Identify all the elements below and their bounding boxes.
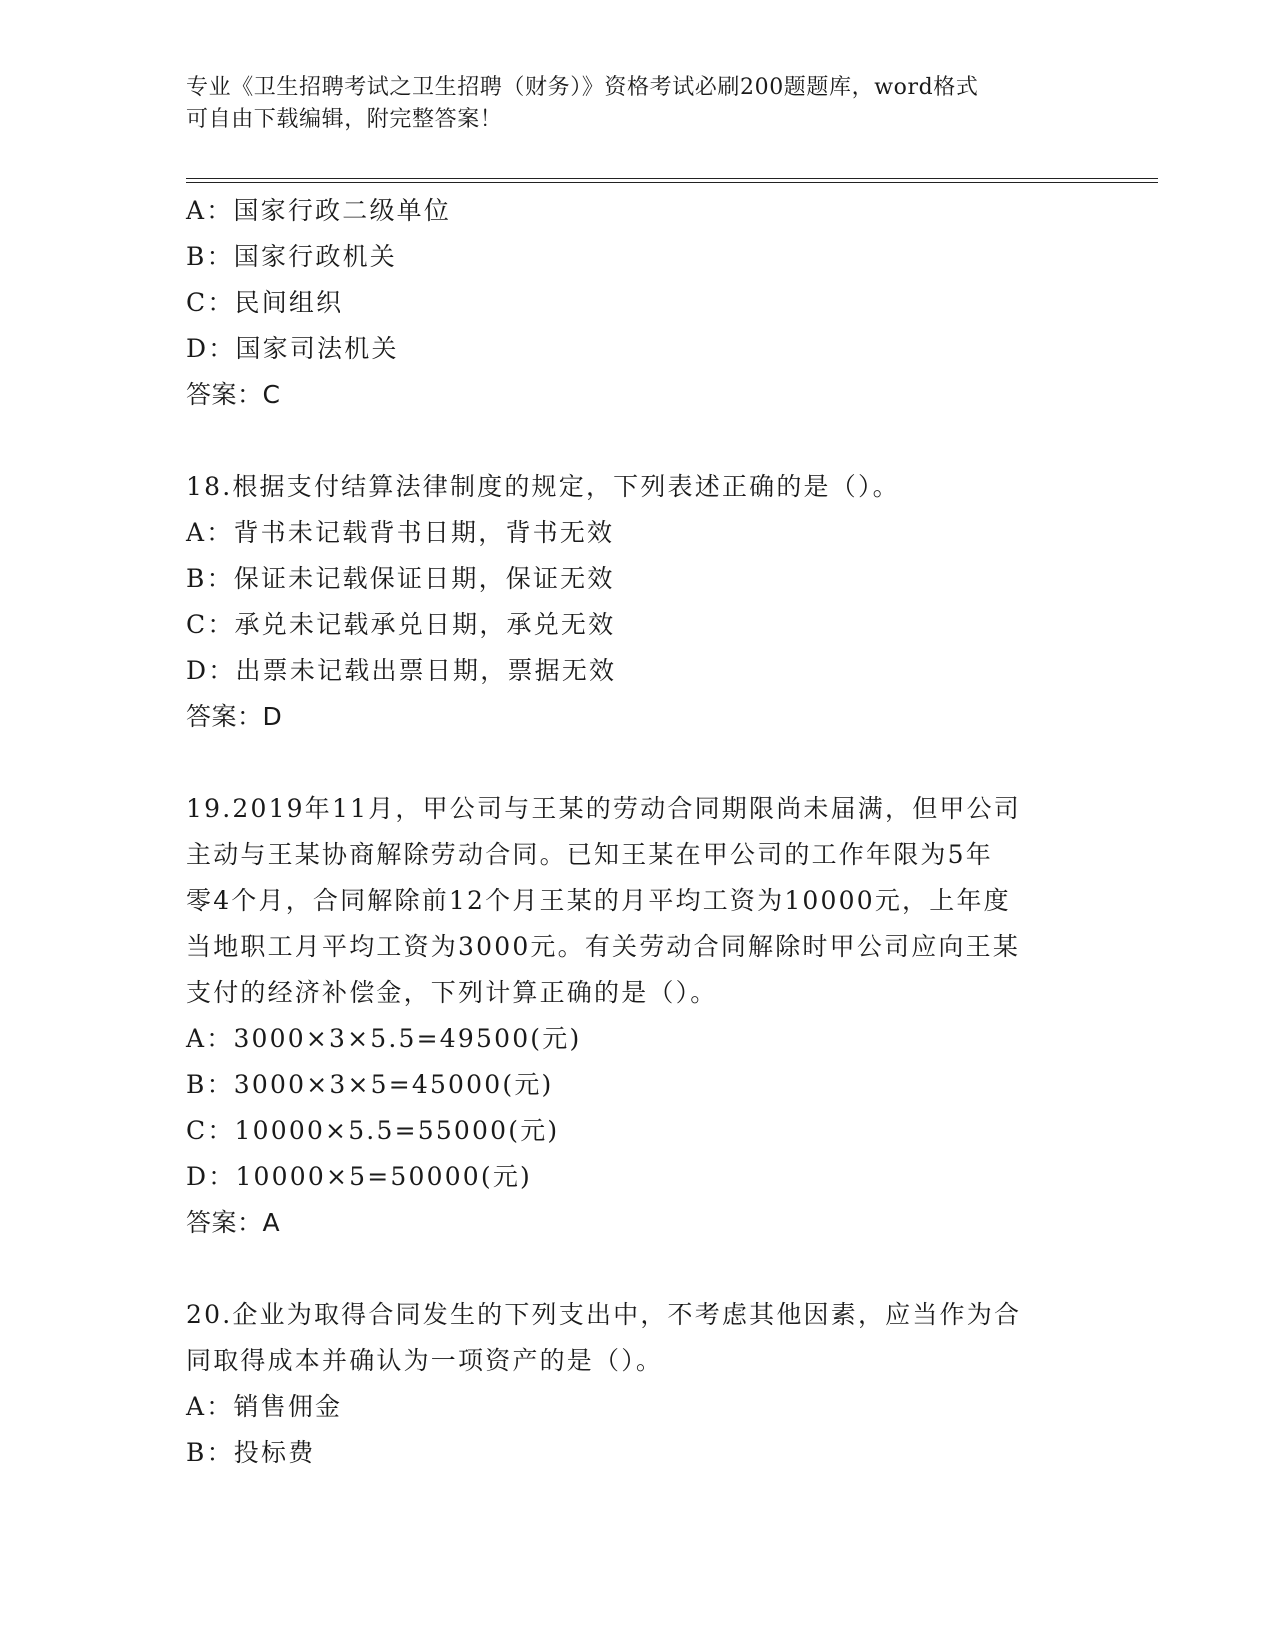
question-20 [186,1292,1086,1476]
option-b: B：国家行政机关 [186,242,397,271]
option-a: A：国家行政二级单位 [186,196,452,225]
question-list [186,188,1086,1476]
option-a: A：背书未记载背书日期，背书无效 [186,518,615,547]
spacer [186,418,1086,464]
question-19 [186,786,1086,1246]
header-divider-top [186,178,1158,179]
stem-line: 19.2019年11月，甲公司与王某的劳动合同期限尚未届满，但甲公司 [186,794,1021,823]
stem-line: 主动与王某协商解除劳动合同。已知王某在甲公司的工作年限为5年 [186,840,993,869]
header-divider-bottom [186,182,1158,183]
answer-line: 答案：D [186,702,283,731]
answer-line: 答案：C [186,380,281,409]
answer-line: 答案：A [186,1208,281,1237]
option-c: C：10000×5.5=55000(元) [186,1116,560,1145]
stem-line: 当地职工月平均工资为3000元。有关劳动合同解除时甲公司应向王某 [186,932,1021,961]
option-d: D：出票未记载出票日期，票据无效 [186,656,617,685]
option-c: C：承兑未记载承兑日期，承兑无效 [186,610,616,639]
option-b: B：投标费 [186,1438,316,1467]
option-a: A：销售佣金 [186,1392,343,1421]
option-d: D：10000×5=50000(元) [186,1162,533,1191]
question-stem [186,1292,1086,1384]
question-stem [186,786,1086,1016]
option-b: B：保证未记载保证日期，保证无效 [186,564,615,593]
spacer [186,740,1086,786]
option-d: D：国家司法机关 [186,334,399,363]
document-header [186,72,1086,136]
stem-line: 20.企业为取得合同发生的下列支出中，不考虑其他因素，应当作为合 [186,1300,1022,1329]
stem-line: 零4个月，合同解除前12个月王某的月平均工资为10000元，上年度 [186,886,1011,915]
question-stem: 18.根据支付结算法律制度的规定，下列表述正确的是（）。 [186,472,900,501]
option-c: C：民间组织 [186,288,344,317]
header-title-line-2: 可自由下载编辑，附完整答案！ [186,107,503,132]
question-18 [186,464,1086,740]
header-title-line-1: 专业《卫生招聘考试之卫生招聘（财务）》资格考试必刷200题题库，word格式 [186,75,979,100]
option-b: B：3000×3×5=45000(元) [186,1070,554,1099]
option-a: A：3000×3×5.5=49500(元) [186,1024,582,1053]
spacer [186,1246,1086,1292]
stem-line: 同取得成本并确认为一项资产的是（）。 [186,1346,664,1375]
stem-line: 支付的经济补偿金，下列计算正确的是（）。 [186,978,718,1007]
question-17-tail [186,188,1086,418]
